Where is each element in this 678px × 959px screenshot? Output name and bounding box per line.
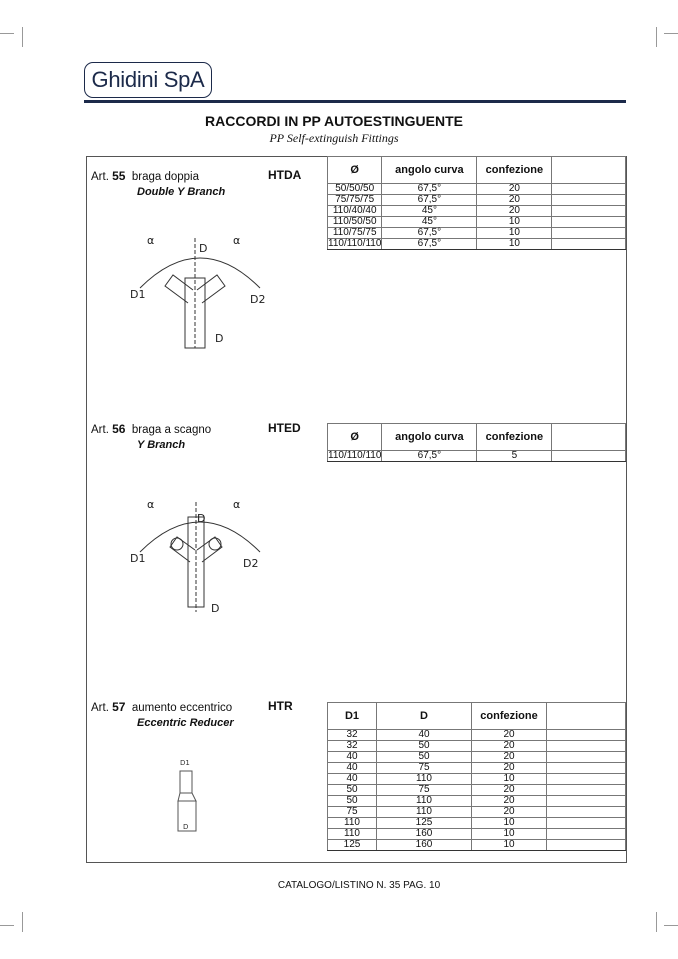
table-cell: 32 [328,730,377,741]
table-cell: 10 [477,217,552,228]
table-row [328,829,626,840]
table-cell: 32 [328,741,377,752]
col-header-blank [552,424,626,451]
table-row [328,752,626,763]
table-cell: 20 [472,785,547,796]
table-cell: 67,5° [382,228,477,239]
table-cell-blank [552,217,626,228]
art-label: Art. [91,171,109,183]
table-row [328,774,626,785]
art-name-en: Eccentric Reducer [137,717,234,729]
table-cell-blank [547,818,626,829]
table-cell: 50 [377,752,472,763]
table-cell: 160 [377,840,472,851]
alpha-label: α [233,498,241,511]
table-cell: 20 [472,796,547,807]
table-row [328,451,626,462]
table-cell: 110 [377,774,472,785]
col-header: angolo curva [382,424,477,451]
table-row [328,195,626,206]
table-cell-blank [552,451,626,462]
alpha-label: α [147,498,155,511]
crop-mark [664,33,678,34]
crop-mark [656,27,657,47]
table-cell: 125 [328,840,377,851]
table-cell: 50/50/50 [328,184,382,195]
table-cell-blank [547,774,626,785]
table-cell: 110 [328,829,377,840]
table-cell-blank [547,840,626,851]
table-row [328,807,626,818]
table-cell: 50 [377,741,472,752]
table-row [328,239,626,250]
table-cell: 40 [328,763,377,774]
table-cell: 50 [328,796,377,807]
table-row [328,741,626,752]
col-header: angolo curva [382,157,477,184]
table-row [328,785,626,796]
table-cell: 10 [472,840,547,851]
table-cell: 5 [477,451,552,462]
art-code: HTDA [268,168,302,182]
table-cell: 45° [382,206,477,217]
table-cell: 20 [472,752,547,763]
art-name-it: braga doppia [131,171,199,183]
col-header: D [377,703,472,730]
table-cell: 67,5° [382,184,477,195]
table-cell-blank [552,195,626,206]
table-cell: 110 [377,796,472,807]
table-cell: 110 [328,818,377,829]
header-rule [84,100,626,103]
table-cell: 10 [477,239,552,250]
table-row [328,206,626,217]
table-cell-blank [552,239,626,250]
crop-mark [22,27,23,47]
eccentric-reducer-diagram [160,755,220,840]
table-cell: 20 [472,763,547,774]
art-number: 56 [112,422,126,436]
table-cell-blank [547,752,626,763]
table-cell: 20 [477,184,552,195]
art-name-it: braga a scagno [131,424,212,436]
table-cell: 75 [328,807,377,818]
art-code: HTED [268,421,301,435]
table-row [328,796,626,807]
art-name-en: Double Y Branch [137,186,226,198]
table-cell: 75 [377,763,472,774]
table-cell-blank [552,184,626,195]
crop-mark [22,912,23,932]
col-header: Ø [328,424,382,451]
table-cell: 45° [382,217,477,228]
table-row [328,840,626,851]
crop-mark [0,925,14,926]
d1-label: D1 [130,552,146,565]
page-footer: CATALOGO/LISTINO N. 35 PAG. 10 [277,880,441,891]
double-y-branch-diagram [125,228,275,353]
table-row [328,184,626,195]
spec-table-56 [327,423,626,462]
table-cell: 110/40/40 [328,206,382,217]
table-cell: 10 [472,774,547,785]
col-header: confezione [477,157,552,184]
article-heading [91,169,199,183]
spec-table-55 [327,156,626,250]
col-header-blank [552,157,626,184]
article-heading [91,422,211,436]
table-cell-blank [552,228,626,239]
table-cell: 110/75/75 [328,228,382,239]
col-header-blank [547,703,626,730]
table-cell: 160 [377,829,472,840]
col-header: Ø [328,157,382,184]
table-cell: 110 [377,807,472,818]
d-label: D [199,242,208,255]
art-number: 57 [112,700,126,714]
table-cell-blank [547,741,626,752]
table-cell: 20 [472,807,547,818]
table-cell-blank [547,796,626,807]
table-cell: 67,5° [382,195,477,206]
article-heading [91,700,232,714]
table-cell: 40 [328,774,377,785]
table-cell: 20 [477,206,552,217]
art-label: Art. [91,424,109,436]
col-header: D1 [328,703,377,730]
table-cell: 20 [472,730,547,741]
y-branch-diagram [125,492,275,617]
page-title: RACCORDI IN PP AUTOESTINGUENTE [205,113,463,129]
table-cell: 110/110/110 [328,450,382,461]
table-row [328,217,626,228]
table-cell: 10 [472,818,547,829]
d-label: D [215,332,224,345]
table-cell: 20 [472,741,547,752]
table-row [328,818,626,829]
table-cell: 110/50/50 [328,217,382,228]
table-cell: 50 [328,785,377,796]
table-row [328,730,626,741]
art-name-en: Y Branch [137,439,186,451]
d-label: D [211,602,220,615]
table-cell-blank [547,730,626,741]
d2-label: D2 [250,293,266,306]
table-cell: 75/75/75 [328,195,382,206]
d2-label: D2 [243,557,259,570]
table-cell: 10 [477,228,552,239]
table-cell: 125 [377,818,472,829]
table-cell-blank [547,829,626,840]
table-cell-blank [547,785,626,796]
table-cell: 20 [477,195,552,206]
table-cell: 10 [472,829,547,840]
d-label: D [183,823,189,831]
table-cell-blank [552,206,626,217]
table-cell: 110/110/110 [328,238,382,249]
crop-mark [0,33,14,34]
alpha-label: α [233,234,241,247]
table-cell: 75 [377,785,472,796]
crop-mark [664,925,678,926]
table-cell: 67,5° [382,239,477,250]
table-cell: 40 [328,752,377,763]
page-subtitle: PP Self-extinguish Fittings [269,131,399,145]
art-code: HTR [268,699,293,713]
table-row [328,228,626,239]
table-row [328,763,626,774]
col-header: confezione [477,424,552,451]
d1-label: D1 [180,759,190,767]
art-number: 55 [112,169,126,183]
d-label: D [197,512,206,525]
table-cell: 67,5° [382,451,477,462]
alpha-label: α [147,234,155,247]
col-header: confezione [472,703,547,730]
art-label: Art. [91,702,109,714]
d1-label: D1 [130,288,146,301]
art-name-it: aumento eccentrico [131,702,233,714]
table-cell: 40 [377,730,472,741]
spec-table-57 [327,702,626,851]
company-logo: Ghidini SpA [84,62,212,98]
crop-mark [656,912,657,932]
table-cell-blank [547,763,626,774]
table-cell-blank [547,807,626,818]
